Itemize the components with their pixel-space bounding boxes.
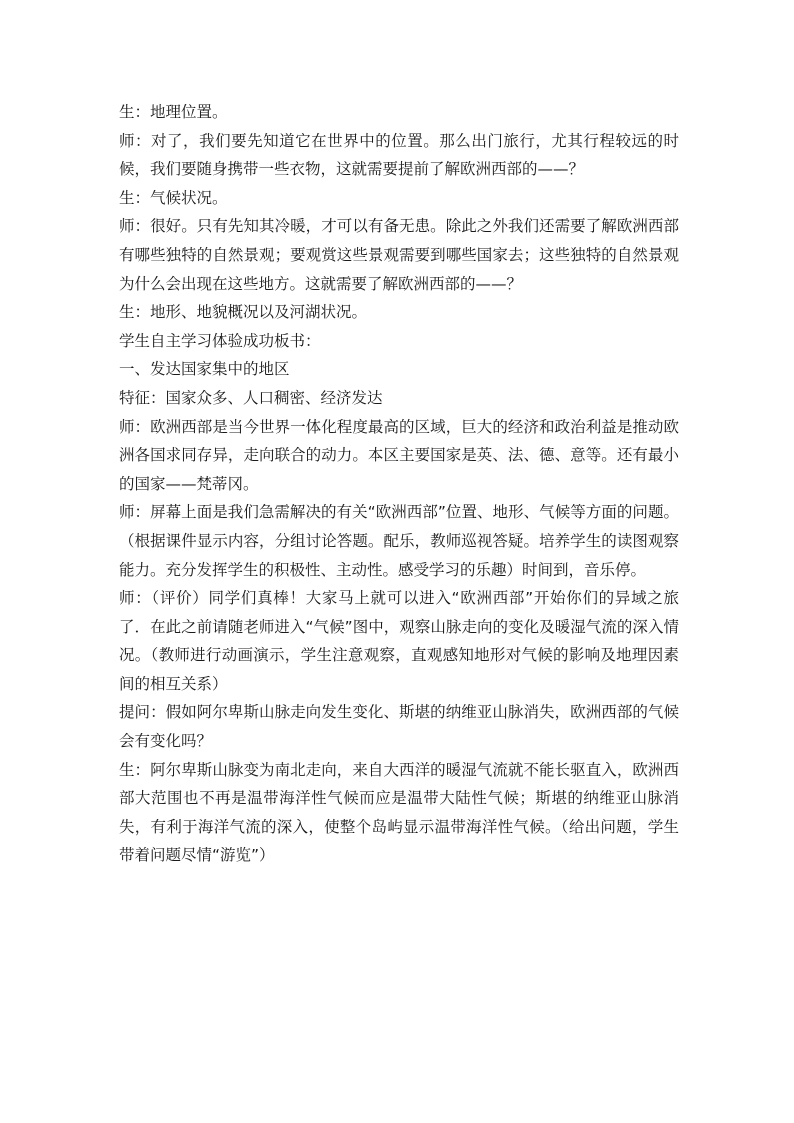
paragraph-board-writing-heading: 学生自主学习体验成功板书： xyxy=(119,331,321,350)
paragraph-teacher-evaluation: 师：（评价）同学们真棒！大家马上就可以进入“欧洲西部”开始你们的异域之旅了．在此之前请随老师进入“气候”图中，观察山脉走向的变化及暖湿气流的深入情况。（教师进行动画演示，学生注意观察，直观感知地形对气候的影响及地理因素间的相互关系） xyxy=(119,589,679,693)
paragraph-student-answer-terrain: 生：地形、地貌概况以及河湖状况。 xyxy=(119,303,368,322)
paragraph-section-heading: 一、发达国家集中的地区 xyxy=(119,360,290,379)
paragraph-student-answer-mountains: 生：阿尔卑斯山脉变为南北走向，来自大西洋的暖湿气流就不能长驱直入，欧洲西部大范围也不再是温带海洋性气候而应是温带大陆性气候；斯堪的纳维亚山脉消失，有利于海洋气流的深入，使整个岛屿显示温带海洋性气候。（给出问题，学生带着问题尽情“游览”） xyxy=(119,760,679,865)
paragraph-features: 特征：国家众多、人口稠密、经济发达 xyxy=(119,388,383,407)
paragraph-student-answer-location: 生：地理位置。 xyxy=(119,103,228,121)
paragraph-teacher-integration: 师：欧洲西部是当今世界一体化程度最高的区域，巨大的经济和政治利益是推动欧洲各国求同存异，走向联合的动力。本区主要国家是英、法、德、意等。还有最小的国家——梵蒂冈。 xyxy=(119,417,679,493)
document-body xyxy=(119,98,679,870)
paragraph-teacher-natural-landscape: 师：很好。只有先知其冷暖，才可以有备无患。除此之外我们还需要了解欧洲西部有哪些独特的自然景观；要观赏这些景观需要到哪些国家去；这些独特的自然景观为什么会出现在这些地方。这就需要了解欧洲西部的——？ xyxy=(119,217,679,293)
paragraph-question: 提问：假如阿尔卑斯山脉走向发生变化、斯堪的纳维亚山脉消失，欧洲西部的气候会有变化吗？ xyxy=(119,703,679,751)
paragraph-teacher-travel-clothing: 师：对了，我们要先知道它在世界中的位置。那么出门旅行，尤其行程较远的时候，我们要随身携带一些衣物，这就需要提前了解欧洲西部的——？ xyxy=(119,131,679,179)
paragraph-teacher-screen-questions: 师：屏幕上面是我们急需解决的有关“欧洲西部”位置、地形、气候等方面的问题。（根据课件显示内容，分组讨论答题。配乐，教师巡视答疑。培养学生的读图观察能力。充分发挥学生的积极性、主动性。感受学习的乐趣）时间到，音乐停。 xyxy=(119,503,679,579)
paragraph-student-answer-climate: 生：气候状况。 xyxy=(119,188,228,207)
